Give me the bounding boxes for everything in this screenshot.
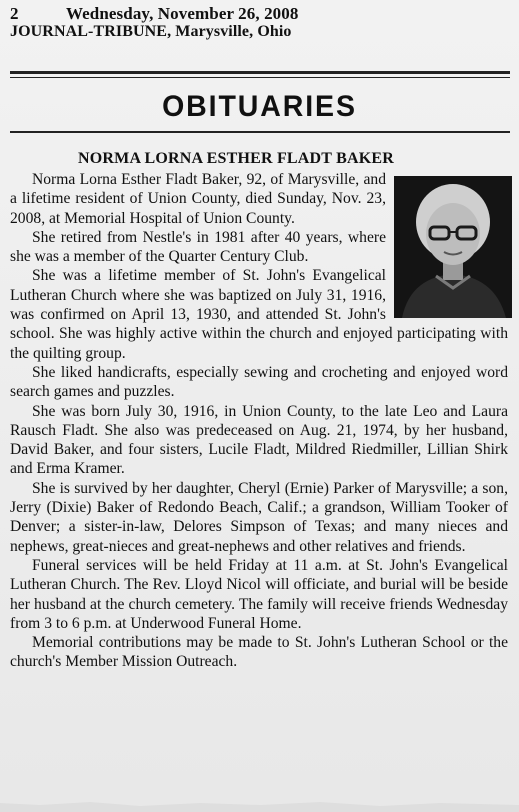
torn-edge	[0, 793, 519, 812]
section-rule	[10, 131, 510, 133]
paragraph-5: She was born July 30, 1916, in Union County, to the late Leo and Laura Rausch Fladt. She also was predeceased on Aug. 21, 1974, by her husband, David Baker, and four sisters, Lucile Fladt, Mildred Riedmiller, Lillian Shirk and Erma Kramer.	[10, 402, 508, 478]
paragraph-1: Norma Lorna Esther Fladt Baker, 92, of Marysville, and a lifetime resident of Union County, died Sunday, Nov. 23, 2008, at Memorial Hospital of Union County.	[10, 171, 386, 227]
obituary-body	[10, 170, 508, 672]
photo-spacer	[386, 170, 508, 320]
page-number: 2	[10, 4, 19, 23]
obituary-name: NORMA LORNA ESTHER FLADT BAKER	[78, 150, 394, 167]
header-rule-thin	[10, 77, 510, 78]
paragraph-3: She was a lifetime member of St. John's Evangelical Lutheran Church where she was baptized on July 31, 1916, was confirmed on April 13, 1930, and attended St. John's school. She was highly active within the church and enjoyed participating with the quilting group.	[10, 267, 508, 362]
paragraph-4: She liked handicrafts, especially sewing and crocheting and enjoyed word search games and puzzles.	[10, 363, 508, 401]
paragraph-7: Funeral services will be held Friday at 11 a.m. at St. John's Evangelical Lutheran Church. The Rev. Lloyd Nicol will officiate, and burial will be beside her husband at the church cemetery. The family will receive friends Wednesday from 3 to 6 p.m. at Underwood Funeral Home.	[10, 556, 508, 632]
page-header	[10, 5, 510, 40]
header-date-line	[10, 5, 510, 22]
publication-name: JOURNAL-TRIBUNE, Marysville, Ohio	[10, 23, 292, 40]
paragraph-2: She retired from Nestle's in 1981 after 40 years, where she was a member of the Quarter Century Club.	[10, 228, 386, 266]
paragraph-8: Memorial contributions may be made to St. John's Lutheran School or the church's Member Mission Outreach.	[10, 634, 508, 671]
header-rule-thick	[10, 71, 510, 74]
publication-date: Wednesday, November 26, 2008	[66, 4, 299, 23]
section-title: OBITUARIES	[162, 90, 357, 123]
paragraph-6: She is survived by her daughter, Cheryl (Ernie) Parker of Marysville; a son, Jerry (Dixie) Baker of Redondo Beach, Calif.; a grandson, William Tooker of Denver; a sister-in-law, Delores Simpson of Texas; and many nieces and nephews, great-nieces and great-nephews and other relatives and friends.	[10, 479, 508, 555]
